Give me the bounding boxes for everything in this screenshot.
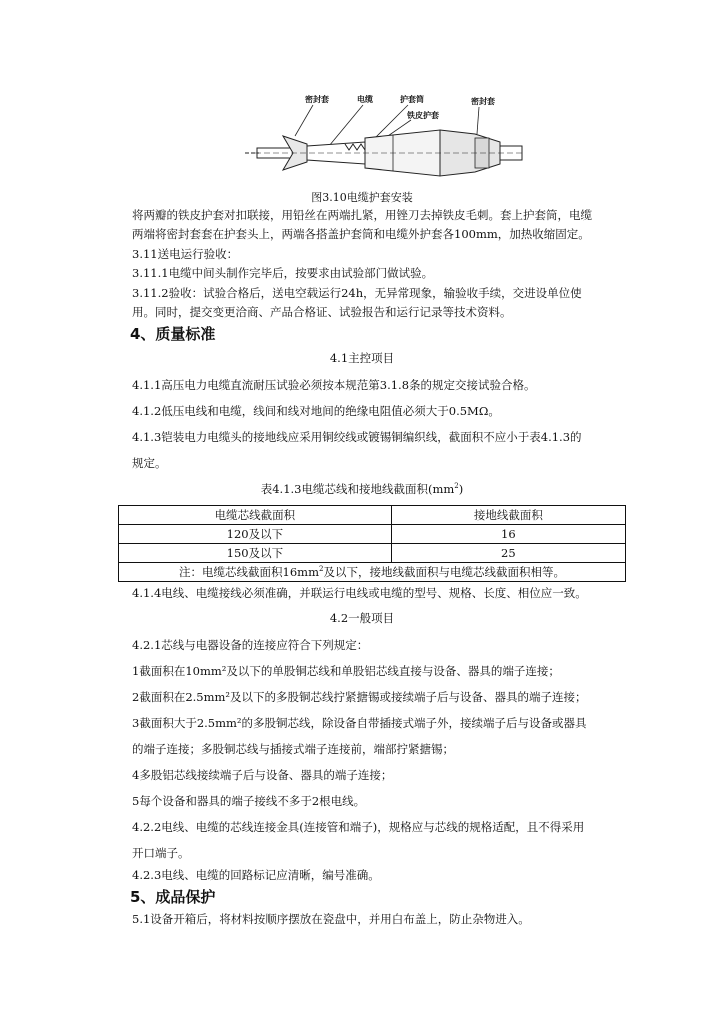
label-seal-right: 密封套 [471,97,495,106]
section-4-1-2: 4.1.2低压电线和电缆，线间和线对地间的绝缘电阻值必须大于0.5MΩ。 [132,404,500,418]
table-cell: 25 [391,544,625,563]
label-cable: 电缆 [357,95,373,104]
heading-quality-standard: 4、质量标准 [130,325,216,343]
cable-sheath-diagram [245,88,525,188]
rule-item-1: 1截面积在10mm²及以下的单股铜芯线和单股铝芯线直接与设备、器具的端子连接； [132,664,560,678]
section-4-2-2-line-1: 4.2.2电线、电缆的芯线连接金具(连接管和端子)，规格应与芯线的规格适配，且不得采用 [132,820,585,834]
table-header-row [119,506,626,525]
rule-item-3-line-2: 的端子连接；多股铜芯线与插接式端子连接前，端部拧紧搪锡； [132,742,454,756]
figure-caption: 图3.10电缆护套安装 [311,191,413,204]
table-note-a: 注：电缆芯线截面积16mm [179,565,319,579]
label-seal-left: 密封套 [305,95,329,104]
table-caption-main: 表4.1.3电缆芯线和接地线截面积(mm [260,482,455,496]
heading-product-protection: 5、成品保护 [130,888,216,906]
table-note-sup: 2 [318,565,324,574]
install-para-line-1: 将两瓣的铁皮护套对扣联接，用铅丝在两端扎紧，用锉刀去掉铁皮毛刺。套上护套筒，电缆 [132,208,592,222]
section-3-11-2-line-2: 用。同时，提交变更洽商、产品合格证、试验报告和运行记录等技术资料。 [132,305,512,319]
table-cell: 120及以下 [119,525,392,544]
section-3-11: 3.11送电运行验收： [132,247,239,261]
section-5-1: 5.1设备开箱后，将材料按顺序摆放在瓷盘中，并用白布盖上，防止杂物进入。 [132,912,530,926]
table-row [119,544,626,563]
section-4-1-3-line-1: 4.1.3铠装电力电缆头的接地线应采用铜绞线或镀锡铜编织线，截面积不应小于表4.1.3的 [132,430,582,444]
label-iron-sheath: 铁皮护套 [407,111,439,120]
table-cell: 16 [391,525,625,544]
table-header-core: 电缆芯线截面积 [119,506,392,525]
table-header-ground: 接地线截面积 [391,506,625,525]
rule-item-4: 4多股铝芯线接续端子后与设备、器具的端子连接； [132,768,393,782]
section-4-1-4: 4.1.4电线、电缆接线必须准确，并联运行电线或电缆的型号、规格、长度、相位应一致。 [132,586,587,600]
cross-section-table [118,505,626,582]
table-cell: 150及以下 [119,544,392,563]
table-note [119,563,626,582]
table-note-row [119,563,626,582]
table-caption-sup: 2 [454,482,459,491]
table-caption [0,481,724,497]
table-row [119,525,626,544]
table-note-b: 及以下，接地线截面积与电缆芯线截面积相等。 [323,565,565,579]
rule-item-3-line-1: 3截面积大于2.5mm²的多股铜芯线，除设备自带插接式端子外，接续端子后与设备或器具 [132,716,587,730]
cable-sheath-drawing [245,88,525,188]
section-3-11-1: 3.11.1电缆中间头制作完毕后，按要求由试验部门做试验。 [132,266,434,280]
label-sleeve: 护套筒 [400,95,424,104]
heading-general-items: 4.2一般项目 [329,611,395,625]
section-4-1-1: 4.1.1高压电力电缆直流耐压试验必须按本规范第3.1.8条的规定交接试验合格。 [132,378,536,392]
section-3-11-2-line-1: 3.11.2验收：试验合格后，送电空载运行24h，无异常现象，输验收手续，交进设单位使 [132,286,582,300]
section-4-1-3-line-2: 规定。 [132,456,167,470]
rule-item-5: 5每个设备和器具的端子接线不多于2根电线。 [132,794,366,808]
table-caption-end: ) [458,482,464,496]
section-4-2-3: 4.2.3电线、电缆的回路标记应清晰，编号准确。 [132,868,380,882]
install-para-line-2: 两端将密封套套在护套头上，两端各搭盖护套筒和电缆外护套各100mm，加热收缩固定。 [132,227,590,241]
section-4-2-2-line-2: 开口端子。 [132,846,190,860]
heading-main-items: 4.1主控项目 [329,351,395,365]
section-4-2-1: 4.2.1芯线与电器设备的连接应符合下列规定： [132,638,369,652]
rule-item-2: 2截面积在2.5mm²及以下的多股铜芯线拧紧搪锡或接续端子后与设备、器具的端子连接； [132,690,587,704]
